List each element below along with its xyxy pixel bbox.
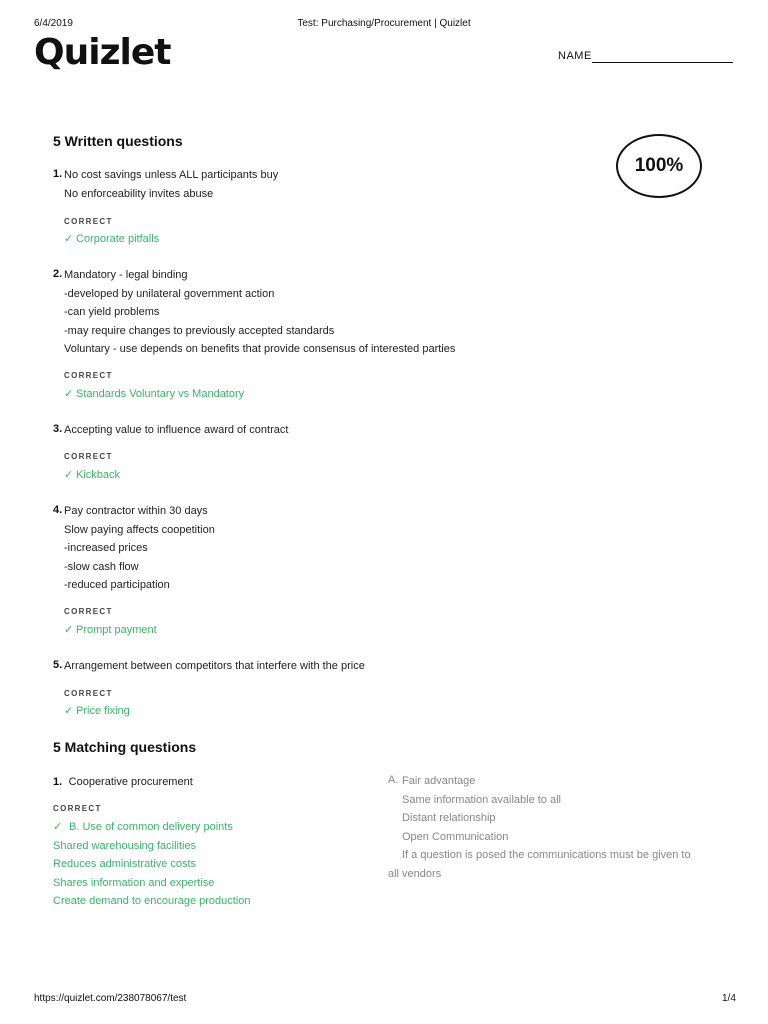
matching-questions-title: 5 Matching questions — [53, 739, 197, 755]
option-line: all vendors — [388, 868, 442, 880]
written-questions-title: 5 Written questions — [53, 133, 183, 149]
checkmark-icon: ✓ — [64, 388, 74, 400]
question-line: -increased prices — [64, 542, 148, 554]
answer-kickback — [64, 466, 120, 485]
checkmark-icon: ✓ — [64, 233, 74, 245]
question-text: Cooperative procurement — [68, 776, 193, 788]
answer-text: Price fixing — [76, 705, 130, 717]
answer-line: Shared warehousing facilities — [53, 839, 197, 852]
answer-line: Shares information and expertise — [53, 876, 215, 889]
correct-label: CORRECT — [64, 689, 113, 698]
correct-label: CORRECT — [64, 452, 113, 461]
answer-line: Reduces administrative costs — [53, 858, 197, 870]
correct-label: CORRECT — [64, 217, 113, 226]
question-line: -may require changes to previously accepted standards — [64, 324, 335, 337]
answer-text: Corporate pitfalls — [76, 233, 160, 245]
question-line: Accepting value to influence award of contract — [64, 424, 289, 436]
question-number: 2. — [53, 268, 63, 280]
matching-answer — [53, 818, 251, 911]
answer-text: Standards Voluntary vs Mandatory — [76, 388, 245, 400]
question-line: Voluntary - use depends on benefits that provide consensus of interested parties — [64, 343, 456, 355]
question-number: 5. — [53, 659, 63, 671]
quizlet-logo: Quizlet — [34, 32, 171, 73]
answer-line: ✓ B. Use of common delivery points — [53, 818, 251, 837]
question-line: -can yield problems — [64, 306, 160, 318]
question-line: Arrangement between competitors that interfere with the price — [64, 660, 365, 672]
question-number: 1. — [53, 168, 63, 180]
option-line: Same information available to all — [402, 793, 561, 806]
question-number: 3. — [53, 423, 63, 435]
score-badge: 100% — [616, 134, 702, 198]
name-label: NAME — [558, 50, 592, 62]
checkmark-icon: ✓ — [64, 705, 74, 717]
option-line: Open Communication — [402, 830, 509, 843]
question-number: 4. — [53, 504, 63, 516]
correct-label: CORRECT — [53, 804, 102, 813]
option-line: Fair advantage — [402, 775, 476, 787]
print-page-title: Test: Purchasing/Procurement | Quizlet — [297, 18, 471, 29]
answer-prompt-payment — [64, 621, 157, 640]
question-line: -slow cash flow — [64, 560, 139, 573]
question-line: Pay contractor within 30 days — [64, 505, 208, 517]
answer-line: Create demand to encourage production — [53, 895, 251, 907]
name-field-line — [592, 62, 733, 63]
answer-text: Prompt payment — [76, 624, 157, 636]
footer-page-number: 1/4 — [722, 993, 736, 1004]
answer-corporate-pitfalls — [64, 230, 159, 249]
question-line: -developed by unilateral government action — [64, 287, 275, 300]
answer-price-fixing — [64, 702, 130, 721]
checkmark-icon: ✓ — [53, 821, 63, 833]
question-line: No enforceability invites abuse — [64, 187, 214, 200]
checkmark-icon: ✓ — [64, 624, 74, 636]
print-date: 6/4/2019 — [34, 18, 73, 29]
question-line: No cost savings unless ALL participants buy — [64, 169, 279, 181]
question-number: 1. — [53, 776, 63, 788]
answer-standards — [64, 385, 244, 404]
correct-label: CORRECT — [64, 607, 113, 616]
correct-label: CORRECT — [64, 371, 113, 380]
question-line: Slow paying affects coopetition — [64, 523, 215, 536]
option-letter: A. — [388, 774, 399, 786]
answer-text: Kickback — [76, 469, 121, 481]
question-line: Mandatory - legal binding — [64, 269, 188, 281]
option-line: If a question is posed the communications must be given to — [402, 849, 691, 861]
footer-url: https://quizlet.com/238078067/test — [34, 993, 187, 1004]
matching-question-1 — [53, 772, 193, 792]
checkmark-icon: ✓ — [64, 469, 74, 481]
option-line: Distant relationship — [402, 812, 496, 824]
question-line: -reduced participation — [64, 579, 170, 591]
